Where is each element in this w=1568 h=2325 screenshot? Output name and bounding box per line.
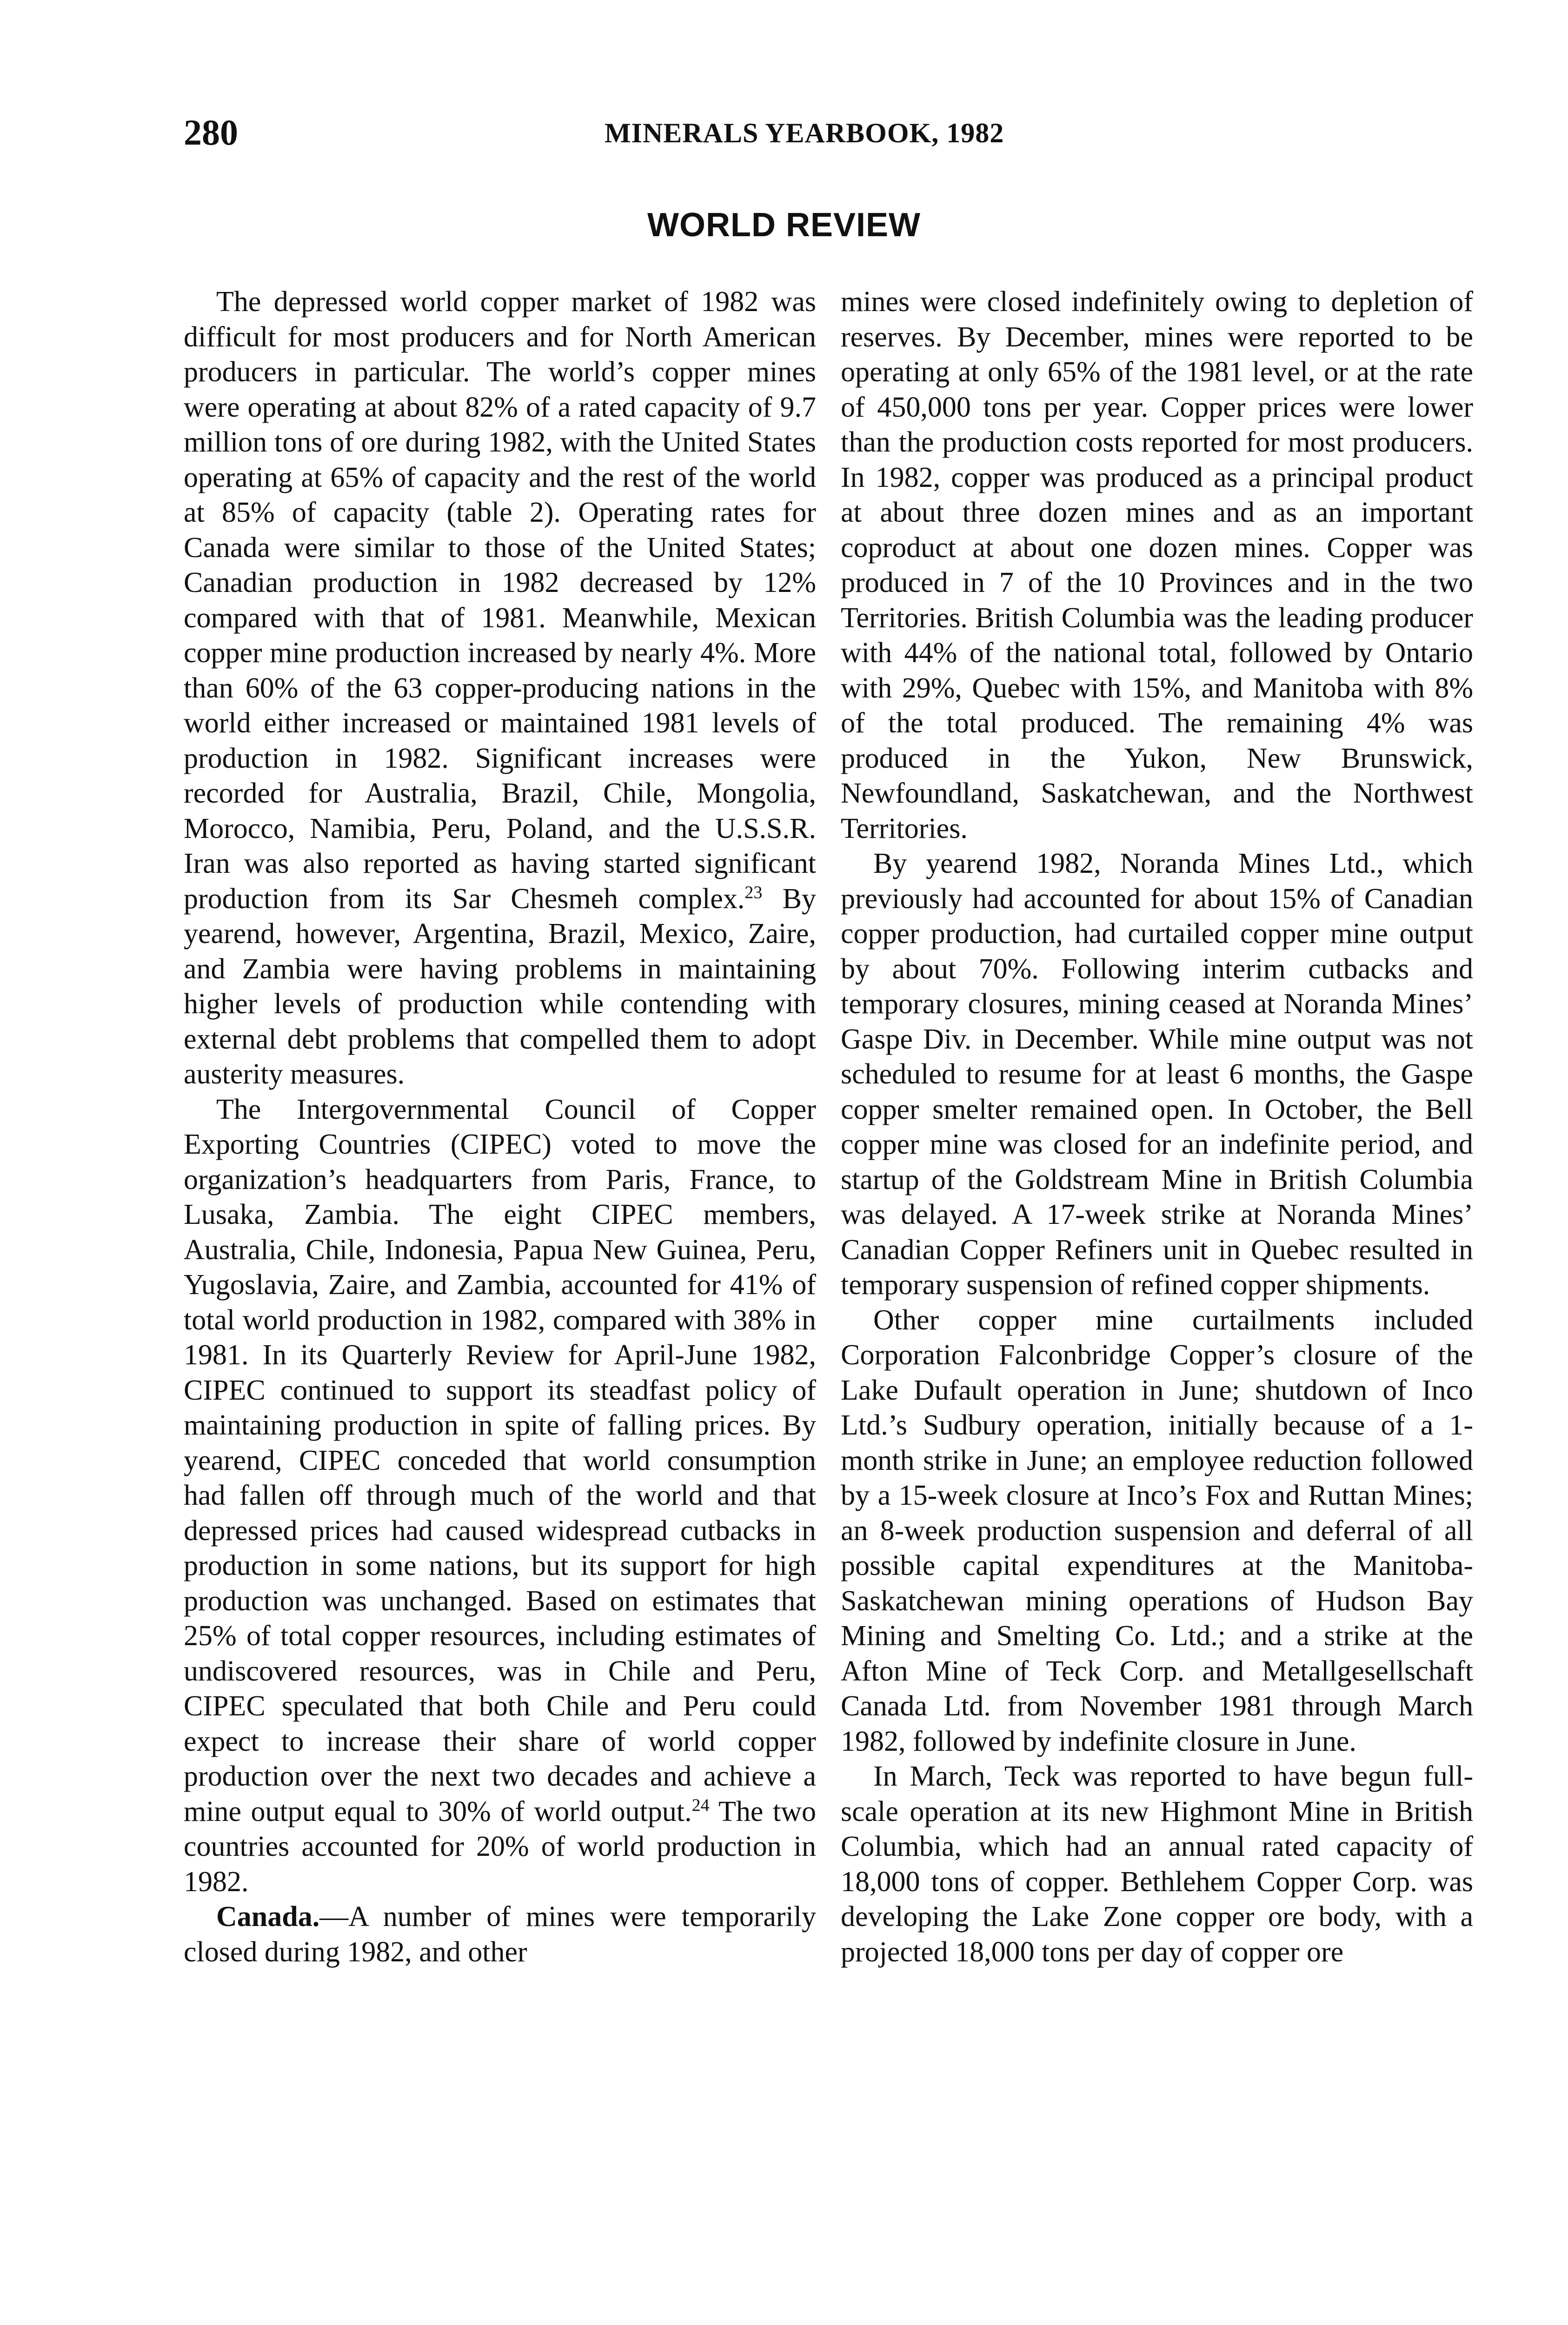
- right-column: [841, 285, 1473, 1970]
- footnote-ref-23: 23: [744, 882, 763, 902]
- paragraph-text: The two countries accounted for 20% of world production in 1982.: [184, 1795, 816, 1898]
- paragraph-world-market: [184, 285, 816, 1092]
- footnote-ref-24: 24: [691, 1795, 710, 1815]
- paragraph-noranda: By yearend 1982, Noranda Mines Ltd., which previously had accounted for about 15% of Canadian copper production, had curtailed copper mine output by about 70%. Following interim cutbacks and temporary closures, mining ceased at Noranda Mines’ Gaspe Div. in December. While mine output was not scheduled to resume for at least 6 months, the Gaspe copper smelter remained open. In October, the Bell copper mine was closed for an indefinite period, and startup of the Goldstream Mine in British Columbia was delayed. A 17-week strike at Noranda Mines’ Canadian Copper Refiners unit in Quebec resulted in temporary suspension of refined copper shipments.: [841, 848, 1473, 1301]
- paragraph-canada: [184, 1900, 816, 1970]
- left-column: [184, 285, 816, 1970]
- paragraph-cipec: [184, 1092, 816, 1900]
- paragraph-text: The Intergovernmental Council of Copper Exporting Countries (CIPEC) voted to move the organization’s headquarters from Paris, France, to Lusaka, Zambia. The eight CIPEC members, Australia, Chile, Indonesia, Papua New Guinea, Peru, Yugoslavia, Zaire, and Zambia, accounted for 41% of total world production in 1982, compared with 38% in 1981. In its Quarterly Review for April-June 1982, CIPEC continued to support its steadfast policy of maintaining production in spite of falling prices. By yearend, CIPEC conceded that world consumption had fallen off through much of the world and that depressed prices had caused widespread cutbacks in production in some nations, but its support for high production was unchanged. Based on estimates that 25% of total copper resources, including estimates of undiscovered resources, was in Chile and Peru, CIPEC speculated that both Chile and Peru could expect to increase their share of world copper production over the next two decades and achieve a mine output equal to 30% of world output.: [184, 1093, 816, 1827]
- page-number: 280: [184, 112, 238, 153]
- running-title: MINERALS YEARBOOK, 1982: [605, 118, 1004, 148]
- section-title: WORLD REVIEW: [647, 206, 921, 244]
- paragraph-teck: In March, Teck was reported to have begun full-scale operation at its new Highmont Mine in British Columbia, which had an annual rated capacity of 18,000 tons of copper. Bethlehem Copper Corp. was developing the Lake Zone copper ore body, with a projected 18,000 tons per day of copper ore: [841, 1760, 1473, 1968]
- paragraph-text: By yearend, however, Argentina, Brazil, Mexico, Zaire, and Zambia were having problems in maintaining higher levels of production while contending with external debt problems that compelled them to adopt austerity measures.: [184, 883, 817, 1090]
- paragraph-curtailments: Other copper mine curtailments included Corporation Falconbridge Copper’s closure of the Lake Dufault operation in June; shutdown of Inco Ltd.’s Sudbury operation, initially because of a 1-month strike in June; an employee reduction followed by a 15-week closure at Inco’s Fox and Ruttan Mines; an 8-week production suspension and deferral of all possible capital expenditures at the Manitoba-Saskatchewan mining operations of Hudson Bay Mining and Smelting Co. Ltd.; and a strike at the Afton Mine of Teck Corp. and Metallgesellschaft Canada Ltd. from November 1981 through March 1982, followed by indefinite closure in June.: [841, 1304, 1473, 1757]
- paragraph-canada-continued: mines were closed indefinitely owing to depletion of reserves. By December, mines were reported to be operating at only 65% of the 1981 level, or at the rate of 450,000 tons per year. Copper prices were lower than the production costs reported for most producers. In 1982, copper was produced as a principal product at about three dozen mines and as an important coproduct at about one dozen mines. Copper was produced in 7 of the 10 Provinces and in the two Territories. British Columbia was the leading producer with 44% of the national total, followed by Ontario with 29%, Quebec with 15%, and Manitoba with 8% of the total produced. The remaining 4% was produced in the Yukon, New Brunswick, Newfoundland, Saskatchewan, and the Northwest Territories.: [841, 286, 1473, 844]
- run-in-heading-canada: Canada.: [216, 1901, 320, 1933]
- paragraph-text: The depressed world copper market of 1982 was difficult for most producers and for North American producers in particular. The world’s copper mines were operating at about 82% of a rated capacity of 9.7 million tons of ore during 1982, with the United States operating at 65% of capacity and the rest of the world at 85% of capacity (table 2). Operating rates for Canada were similar to those of the United States; Canadian production in 1982 decreased by 12% compared with that of 1981. Meanwhile, Mexican copper mine production increased by nearly 4%. More than 60% of the 63 copper-producing nations in the world either increased or maintained 1981 levels of production in 1982. Significant increases were recorded for Australia, Brazil, Chile, Mongolia, Morocco, Namibia, Peru, Poland, and the U.S.S.R. Iran was also reported as having started significant production from its Sar Chesmeh complex.: [184, 286, 816, 915]
- paragraph-text: —A number of mines were temporarily closed during 1982, and other: [184, 1901, 816, 1968]
